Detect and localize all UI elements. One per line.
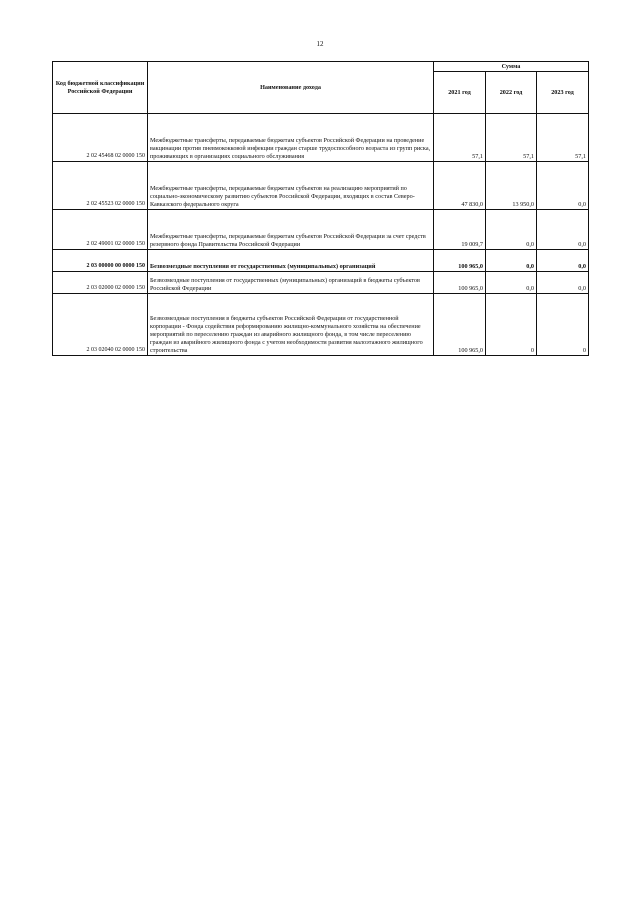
- row-value-2022: 0,0: [486, 250, 537, 272]
- row-value-2021: 100 965,0: [434, 250, 486, 272]
- row-name: Безвозмездные поступления в бюджеты субъектов Российской Федерации от государственной корпорации - Фонда содействия реформированию жилищно-коммунального хозяйства на обеспечение мероприятий по переселению граждан из аварийного жилищного фонда, в том числе переселению граждан из аварийного жилищного фонда с учетом необходимости развития малоэтажного жилищного строительства: [148, 294, 434, 356]
- table-row: [53, 272, 589, 294]
- header-year-2023: 2023 год: [537, 72, 589, 114]
- row-code: 2 02 49001 02 0000 150: [53, 210, 148, 250]
- row-code: 2 02 45468 02 0000 150: [53, 114, 148, 162]
- row-name: Безвозмездные поступления от государственных (муниципальных) организаций: [148, 250, 434, 272]
- row-value-2021: 57,1: [434, 114, 486, 162]
- row-value-2021: 47 830,0: [434, 162, 486, 210]
- page-number: 12: [316, 40, 324, 48]
- row-value-2022: 0: [486, 294, 537, 356]
- row-value-2022: 57,1: [486, 114, 537, 162]
- row-value-2023: 0,0: [537, 250, 589, 272]
- row-value-2021: 100 965,0: [434, 294, 486, 356]
- row-value-2021: 100 965,0: [434, 272, 486, 294]
- row-code: 2 02 45523 02 0000 150: [53, 162, 148, 210]
- table-row: [53, 114, 589, 162]
- row-name: Межбюджетные трансферты, передаваемые бюджетам субъектов Российской Федерации на проведение вакцинации против пневмококковой инфекции граждан старше трудоспособного возраста из групп риска, проживающих в организациях социального обслуживания: [148, 114, 434, 162]
- header-year-2021: 2021 год: [434, 72, 486, 114]
- table-row: [53, 250, 589, 272]
- table-row: [53, 162, 589, 210]
- table-row: [53, 210, 589, 250]
- row-name: Межбюджетные трансферты, передаваемые бюджетам субъектов на реализацию мероприятий по социально-экономическому развитию субъектов Российской Федерации, входящих в состав Северо-Кавказского федерального округа: [148, 162, 434, 210]
- header-code: Код бюджетной классификации Российской Федерации: [53, 62, 148, 114]
- row-code: 2 03 02000 02 0000 150: [53, 272, 148, 294]
- header-year-2022: 2022 год: [486, 72, 537, 114]
- row-code: 2 03 02040 02 0000 150: [53, 294, 148, 356]
- row-value-2021: 19 009,7: [434, 210, 486, 250]
- row-value-2022: 13 950,0: [486, 162, 537, 210]
- budget-revenue-table: [52, 61, 589, 356]
- header-sum: Сумма: [434, 62, 589, 72]
- row-value-2022: 0,0: [486, 210, 537, 250]
- header-name: Наименование дохода: [148, 62, 434, 114]
- row-value-2023: 0,0: [537, 272, 589, 294]
- row-name: Межбюджетные трансферты, передаваемые бюджетам субъектов Российской Федерации за счет средств резервного фонда Правительства Российской Федерации: [148, 210, 434, 250]
- row-code: 2 03 00000 00 0000 150: [53, 250, 148, 272]
- table-row: [53, 294, 589, 356]
- row-value-2023: 0,0: [537, 210, 589, 250]
- row-value-2022: 0,0: [486, 272, 537, 294]
- row-value-2023: 57,1: [537, 114, 589, 162]
- row-name: Безвозмездные поступления от государственных (муниципальных) организаций в бюджеты субъектов Российской Федерации: [148, 272, 434, 294]
- row-value-2023: 0: [537, 294, 589, 356]
- row-value-2023: 0,0: [537, 162, 589, 210]
